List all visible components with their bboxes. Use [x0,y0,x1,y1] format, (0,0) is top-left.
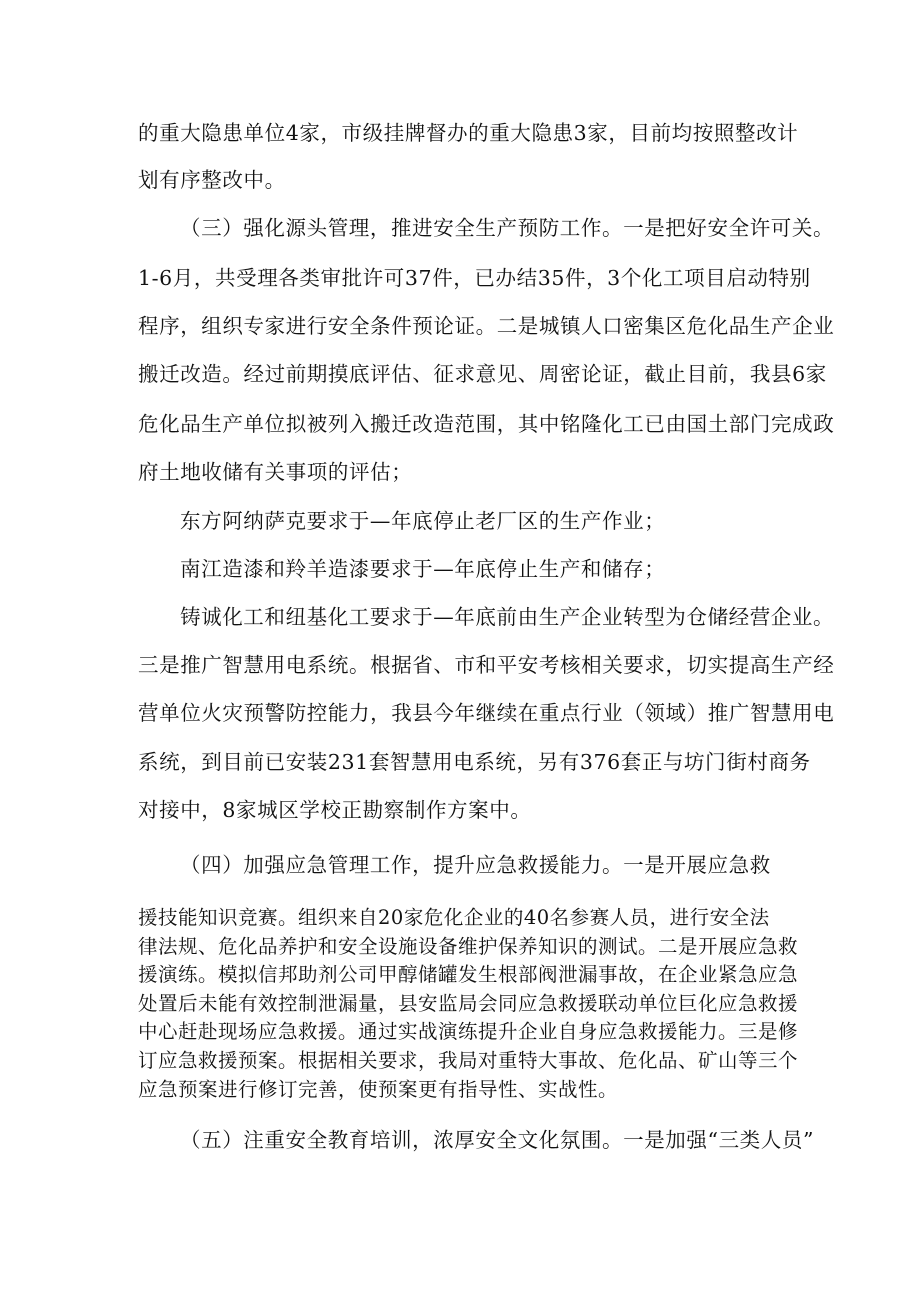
text-line: 南江造漆和羚羊造漆要求于—年底停止生产和储存； [180,557,666,581]
text-line: 营单位火灾预警防控能力，我县今年继续在重点行业（领域）推广智慧用电 [138,701,835,725]
text-line: 铸诚化工和纽基化工要求于—年底前由生产企业转型为仓储经营企业。 [180,605,835,629]
text-line: 划有序整改中。 [138,168,286,192]
text-line: 危化品生产单位拟被列入搬迁改造范围，其中铭隆化工已由国土部门完成政 [138,412,835,436]
text-line: 对接中，8家城区学校正勘察制作方案中。 [138,798,532,822]
text-line: 援演练。模拟信邦助剂公司甲醇储罐发生根部阀泄漏事故，在企业紧急应急 [138,963,799,986]
paragraph-heading-5: （五）注重安全教育培训，浓厚安全文化氛围。一是加强“三类人员” [180,1128,815,1152]
text-line: 中心赶赴现场应急救援。通过实战演练提升企业自身应急救援能力。三是修 [138,1020,799,1043]
paragraph-heading-4: （四）加强应急管理工作，提升应急救援能力。一是开展应急救 [180,853,771,877]
text-line: 援技能知识竞赛。组织来自20家危化企业的40名参赛人员，进行安全法 [138,906,770,929]
paragraph-heading-3: （三）强化源头管理，推进安全生产预防工作。一是把好安全许可关。 [180,216,835,240]
text-line: 府土地收储有关事项的评估； [138,460,413,484]
text-line: 律法规、危化品养护和安全设施设备维护保养知识的测试。二是开展应急救 [138,935,799,958]
text-line: 1-6月，共受理各类审批许可37件，已办结35件，3个化工项目启动特别 [138,266,811,290]
text-line: 三是推广智慧用电系统。根据省、市和平安考核相关要求，切实提高生产经 [138,653,835,677]
text-line: 搬迁改造。经过前期摸底评估、征求意见、周密论证，截止目前，我县6家 [138,362,827,386]
text-line: 东方阿纳萨克要求于—年底停止老厂区的生产作业； [180,509,666,533]
text-line: 订应急救援预案。根据相关要求，我局对重特大事故、危化品、矿山等三个 [138,1049,799,1072]
text-line: 系统，到目前已安装231套智慧用电系统，另有376套正与坊门街村商务 [138,750,811,774]
text-line: 的重大隐患单位4家，市级挂牌督办的重大隐患3家，目前均按照整改计 [138,121,799,145]
text-line: 处置后未能有效控制泄漏量，县安监局会同应急救援联动单位巨化应急救援 [138,992,799,1015]
text-line: 应急预案进行修订完善，使预案更有指导性、实战性。 [138,1078,619,1101]
text-line: 程序，组织专家进行安全条件预论证。二是城镇人口密集区危化品生产企业 [138,314,835,338]
